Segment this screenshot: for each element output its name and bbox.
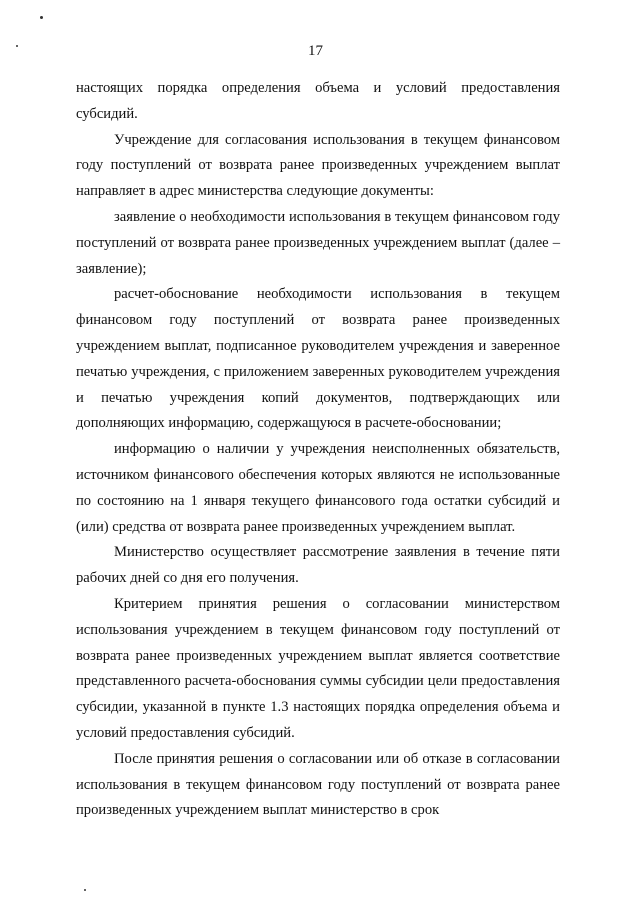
paragraph-application: заявление о необходимости использования в текущем финансовом году поступлений от возврата ранее произведенных учреждением выплат (далее – заявление); (76, 208, 560, 277)
paragraph-documents-intro: Учреждение для согласования использования в текущем финансовом году поступлений от возврата ранее произведенных учреждением выплат направляет в адрес министерства следующие документы: (76, 131, 560, 200)
paragraph-continuation: настоящих порядка определения объема и условий предоставления субсидий. (76, 80, 560, 122)
scan-speck (40, 16, 43, 19)
document-body (76, 76, 560, 824)
paragraph-obligations-info: информацию о наличии у учреждения неисполненных обязательств, источником финансового обеспечения которых являются не использованные по состоянию на 1 января текущего финансового года остатки субсидий и (или) средства от возврата ранее произведенных учреждением выплат. (76, 441, 560, 535)
paragraph-decision: После принятия решения о согласовании или об отказе в согласовании использования в текущем финансовом году поступлений от возврата ранее произведенных учреждением выплат министерство в срок (76, 750, 560, 819)
paragraph-justification: расчет-обоснование необходимости использования в текущем финансовом году поступлений от возврата ранее произведенных учреждением выплат, подписанное руководителем учреждения и заверенное печатью учреждения, с приложением заверенных руководителем учреждения и печатью учреждения копий документов, подтверждающих или дополняющих информацию, содержащуюся в расчете-обосновании; (76, 286, 560, 432)
page-number: 17 (308, 43, 323, 59)
paragraph-review-period: Министерство осуществляет рассмотрение заявления в течение пяти рабочих дней со дня его получения. (76, 544, 560, 587)
scan-speck (84, 889, 86, 891)
paragraph-criterion: Критерием принятия решения о согласовании министерством использования учреждением в текущем финансовом году поступлений от возврата ранее произведенных учреждением выплат является соответствие представленного расчета-обоснования суммы субсидии цели предоставления субсидии, указанной в пункте 1.3 настоящих порядка определения объема и условий предоставления субсидий. (76, 595, 560, 741)
